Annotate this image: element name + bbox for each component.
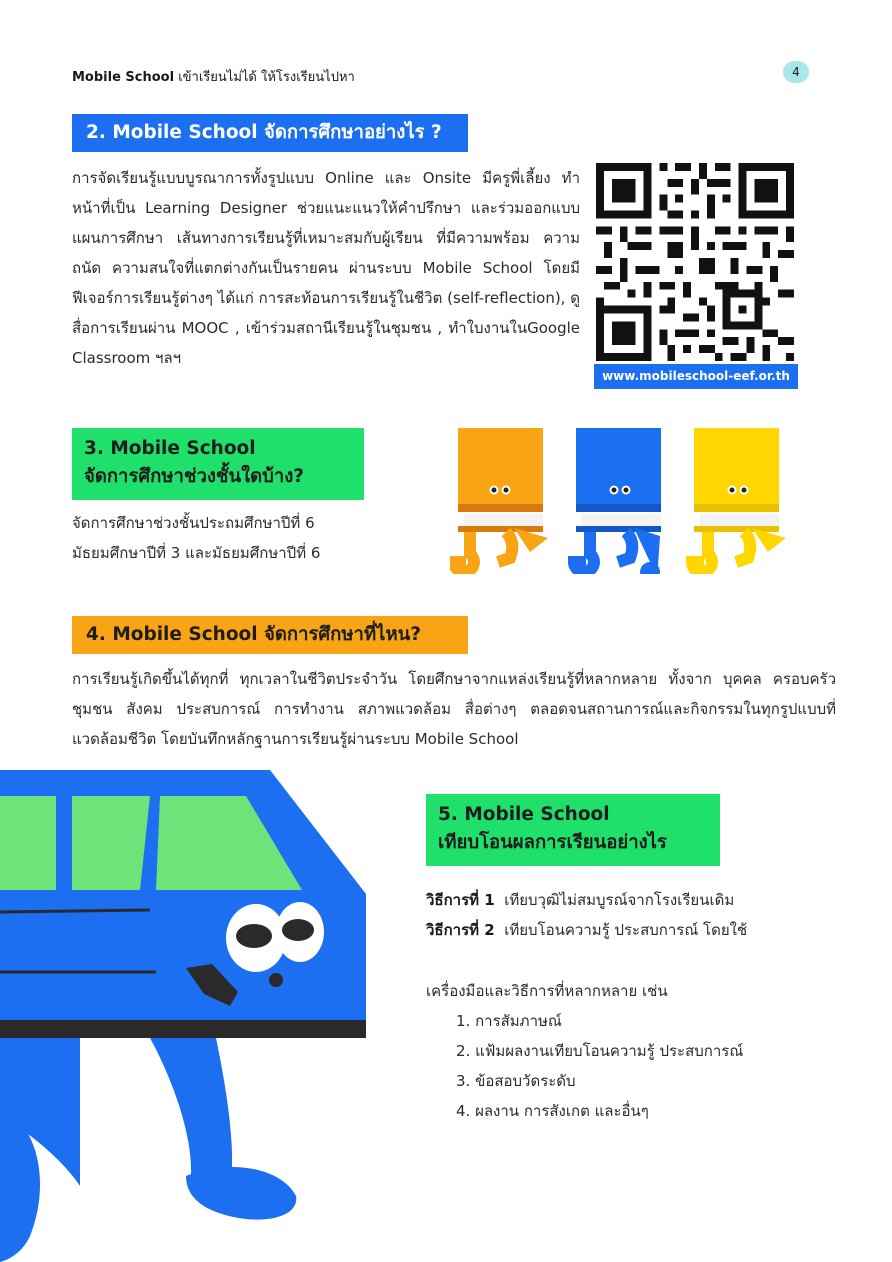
header-title-rest: เข้าเรียนไม่ได้ ให้โรงเรียนไปหา [178,70,355,85]
list-item: 1. การสัมภาษณ์ [456,1012,562,1030]
blue-book-character [574,428,661,574]
bus-character-illustration [0,766,380,1262]
list-item: 2. แฟ้มผลงานเทียบโอนความรู้ ประสบการณ์ [456,1042,744,1060]
section-5-heading-line2: เทียบโอนผลการเรียนอย่างไร [438,832,667,853]
method-2-label: วิธีการที่ 2 [426,921,495,939]
qr-code-image [596,163,794,361]
running-header [72,66,355,87]
section-3-body-line2: มัธยมศึกษาปีที่ 3 และมัธยมศึกษาปีที่ 6 [72,544,321,562]
section-2-body: การจัดเรียนรู้แบบบูรณาการทั้งรูปแบบ Online และ Onsite มีครูพี่เลี้ยง ทำหน้าที่เป็น Learning Designer ช่วยแนะแนวให้คำปรึกษา และร่วมออกแบบแผนการศึกษา เส้นทางการเรียนรู้ที่เหมาะสมกับผู้เรียน ที่มีความพร้อม ความถนัด ความสนใจที่แตกต่างกันเป็นรายคน ผ่านระบบ Mobile School โดยมีฟีเจอร์การเรียนรู้ต่างๆ ได้แก่ การสะท้อนการเรียนรู้ในชีวิต (self-reflection), ดูสื่อการเรียนผ่าน MOOC , เข้าร่วมสถานีเรียนรู้ในชุมชน , ทำใบงานในGoogle Classroom ฯลฯ [72,169,580,367]
section-4-body: การเรียนรู้เกิดขึ้นได้ทุกที่ ทุกเวลาในชีวิตประจำวัน โดยศึกษาจากแหล่งเรียนรู้ที่หลากหลาย ทั้งจาก บุคคล ครอบครัว ชุมชน สังคม ประสบการณ์ การทำงาน สภาพแวดล้อม สื่อต่างๆ ตลอดจนสถานการณ์และกิจกรรมในทุกรูปแบบที่แวดล้อมชีวิต โดยบันทึกหลักฐานการเรียนรู้ผ่านระบบ Mobile School [72,670,836,748]
list-item: 3. ข้อสอบวัดระดับ [456,1072,576,1090]
page-number-badge: 4 [783,61,809,83]
book-characters-illustration [450,424,790,574]
section-2-heading: 2. Mobile School จัดการศึกษาอย่างไร ? [72,114,468,152]
tools-intro: เครื่องมือและวิธีการที่หลากหลาย เช่น [426,982,668,1000]
method-2-text: เทียบโอนความรู้ ประสบการณ์ โดยใช้ [504,921,748,939]
section-3-body [72,508,372,568]
method-row-2 [426,915,846,945]
tools-list [426,1006,846,1126]
transfer-methods-list [426,885,846,945]
section-3-body-line1: จัดการศึกษาช่วงชั้นประถมศึกษาปีที่ 6 [72,514,315,532]
orange-book-character [454,428,548,572]
section-3-heading-line1: 3. Mobile School [84,438,256,459]
assessment-tools [426,976,846,1126]
header-title-bold: Mobile School [72,70,175,85]
section-5-heading-line1: 5. Mobile School [438,804,610,825]
section-5-heading [426,794,720,866]
method-1-text: เทียบวุฒิไม่สมบูรณ์จากโรงเรียนเดิม [504,891,735,909]
yellow-book-character [692,428,786,572]
section-3-heading-line2: จัดการศึกษาช่วงชั้นใดบ้าง? [84,466,305,487]
section-4-heading: 4. Mobile School จัดการศึกษาที่ไหน? [72,616,468,654]
list-item: 4. ผลงาน การสังเกต และอื่นๆ [456,1102,649,1120]
section-3-heading [72,428,364,500]
method-row-1 [426,885,846,915]
method-1-label: วิธีการที่ 1 [426,891,495,909]
website-url-badge: www.mobileschool-eef.or.th [594,364,798,389]
